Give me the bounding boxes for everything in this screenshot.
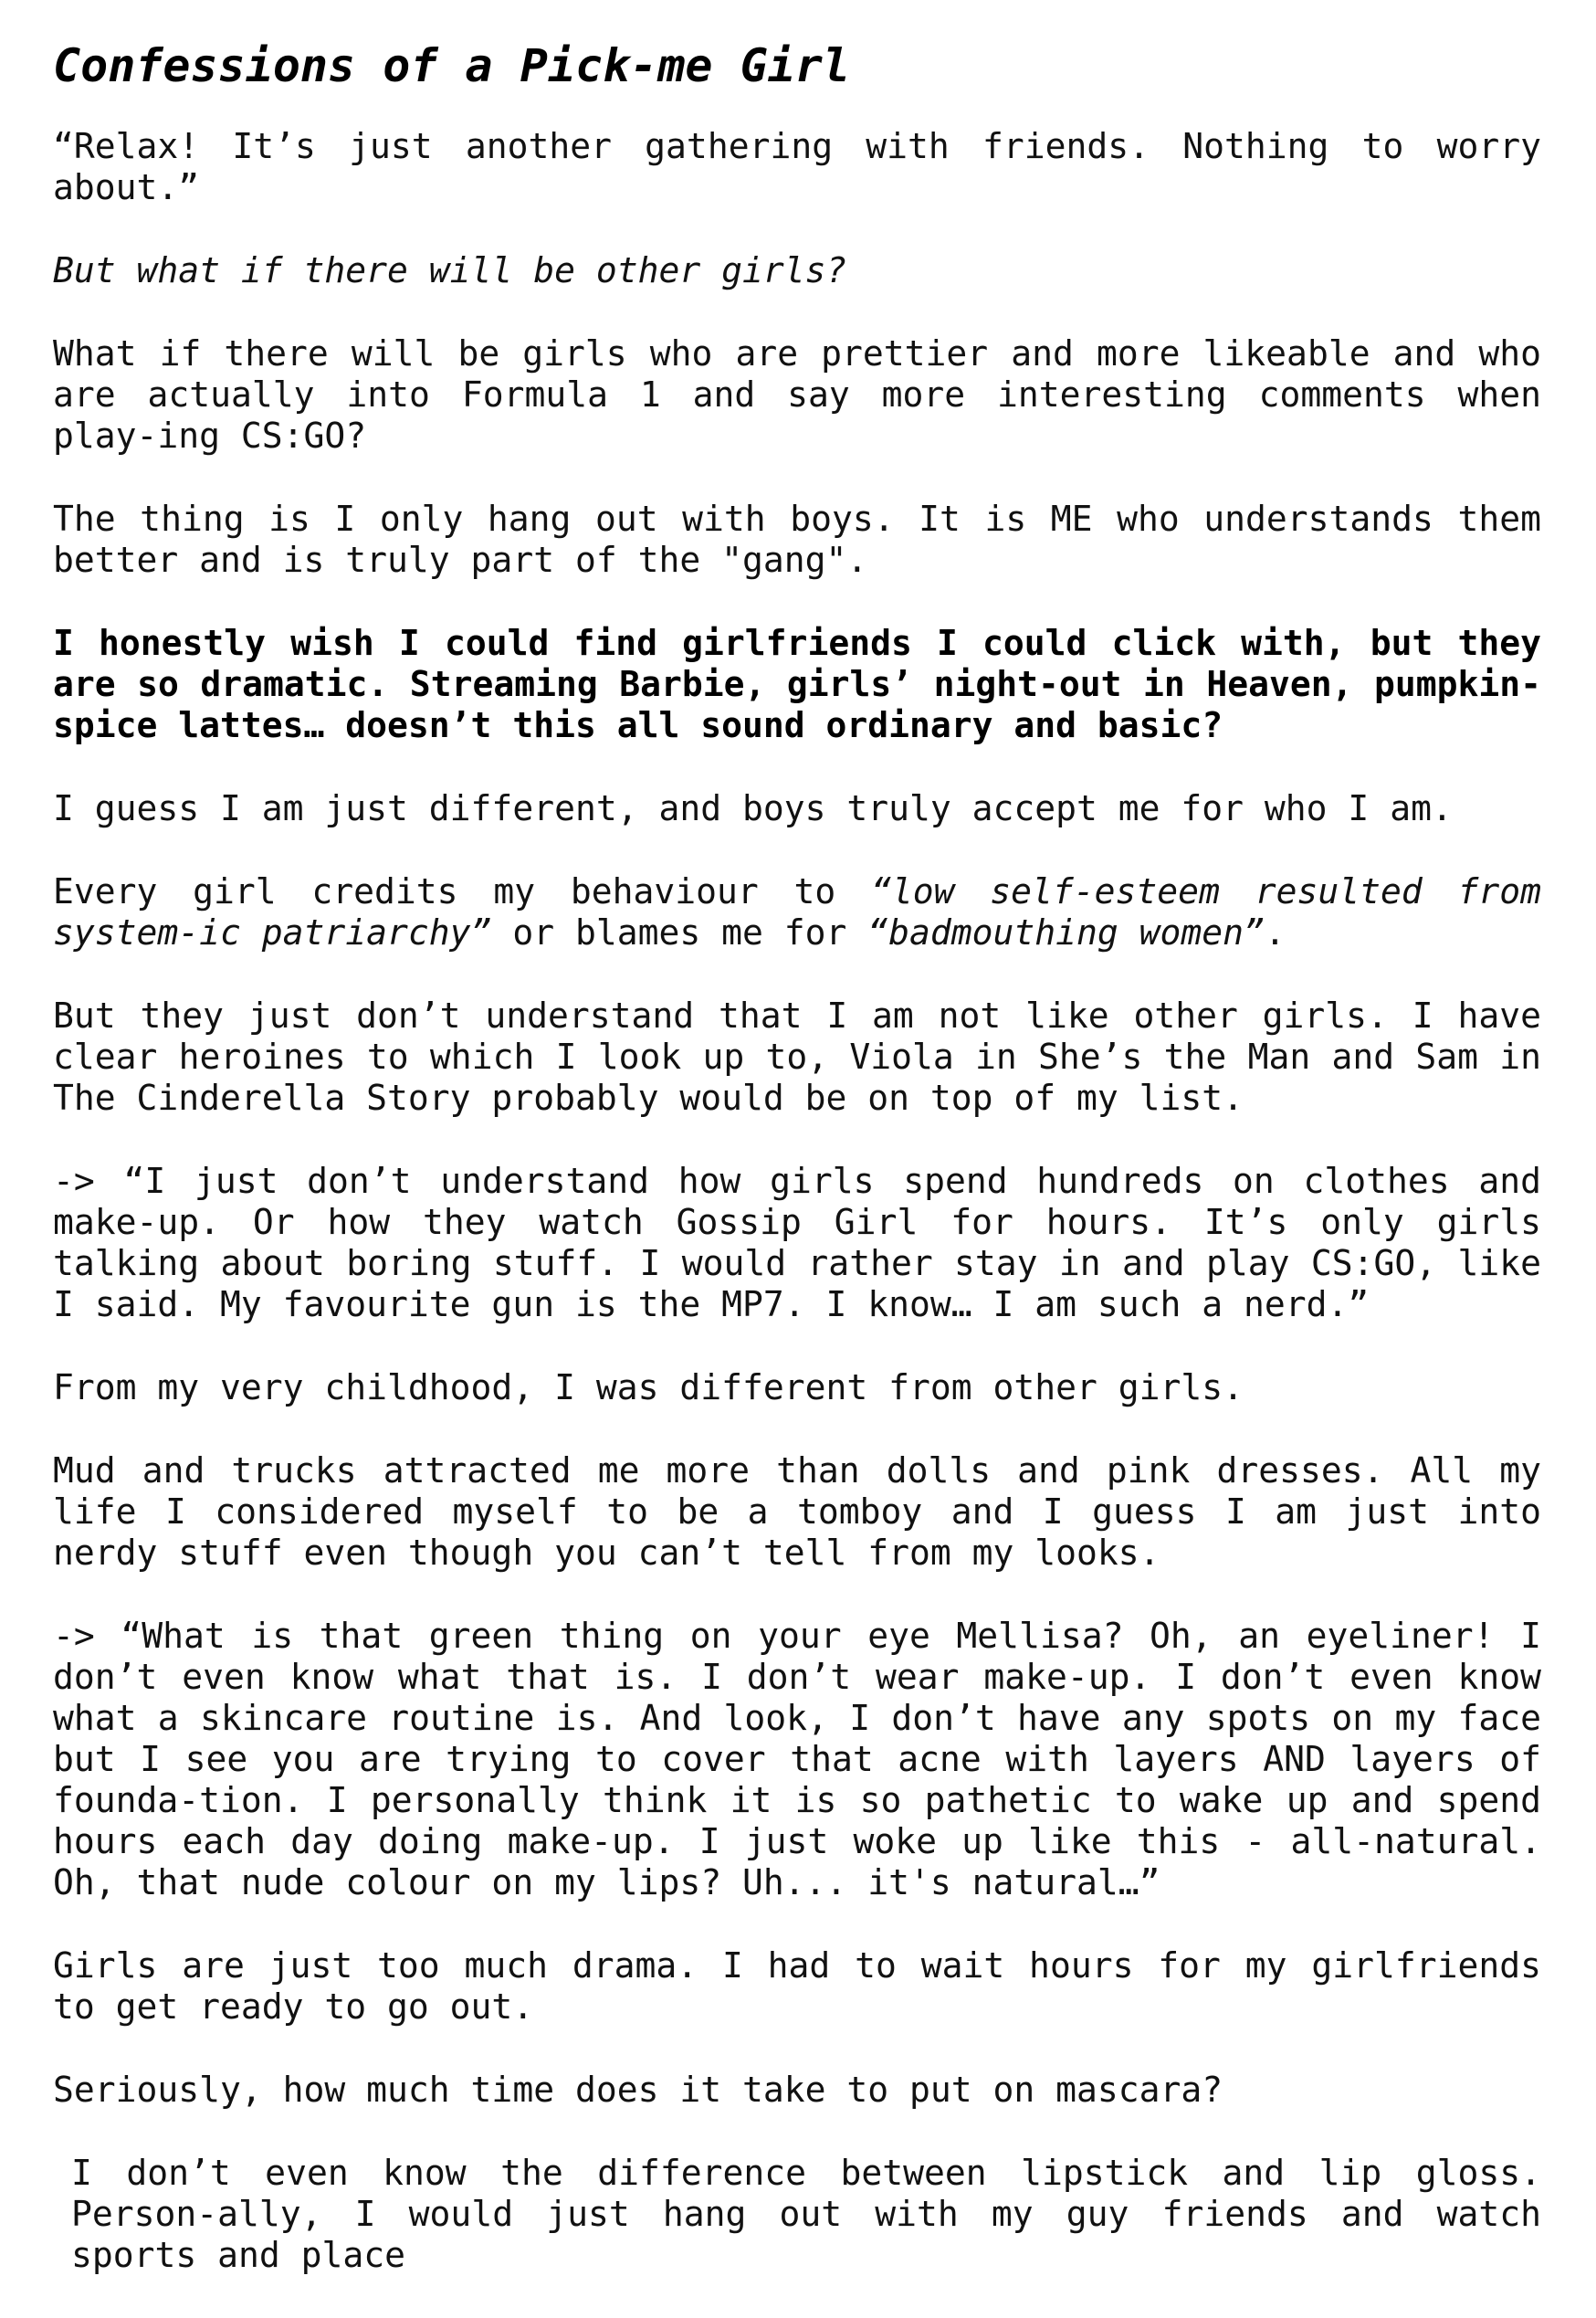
credits-text-start: Every girl credits my behaviour to [53, 871, 872, 911]
paragraph-lipstick: I don’t even know the difference between lipstick and lip gloss. Person-ally, I would just hang out with my guy friends and watch sports and place [71, 2153, 1541, 2275]
paragraph-heroines: But they just don’t understand that I am not like other girls. I have clear heroines to which I look up to, Viola in She’s the Man and Sam in The Cinderella Story probably would be on top of my list. [53, 996, 1541, 1118]
paragraph-too-much-drama: Girls are just too much drama. I had to wait hours for my girlfriends to get ready to go out. [53, 1945, 1541, 2027]
paragraph-hang-out-with-boys: The thing is I only hang out with boys. It is ME who understands them better and is truly part of the "gang". [53, 499, 1541, 580]
paragraph-mascara: Seriously, how much time does it take to put on mascara? [53, 2070, 1223, 2110]
paragraph-credits-behaviour [53, 871, 1541, 954]
paragraph-relax: “Relax! It’s just another gathering with friends. Nothing to worry about.” [53, 126, 1541, 207]
document-page [53, 33, 1541, 2318]
paragraph-other-girls: But what if there will be other girls? [53, 250, 847, 290]
credits-quote-patriarchy: “low self-esteem resulted from system-ic patriarchy” [53, 871, 1541, 953]
paragraph-quote-clothes: -> “I just don’t understand how girls spend hundreds on clothes and make-up. Or how they watch Gossip Girl for hours. It’s only girls talking about boring stuff. I would rather stay in and play CS:GO, like I said. My favourite gun is the MP7. I know… I am such a nerd.” [53, 1161, 1541, 1324]
paragraph-mud-and-trucks: Mud and trucks attracted me more than dolls and pink dresses. All my life I considered myself to be a tomboy and I guess I am just into nerdy stuff even though you can’t tell from my looks. [53, 1450, 1541, 1573]
paragraph-quote-eyeliner: -> “What is that green thing on your eye Mellisa? Oh, an eyeliner! I don’t even know what that is. I don’t wear make-up. I don’t even know what a skincare routine is. And look, I don’t have any spots on my face but I see you are trying to cover that acne with layers AND layers of founda-tion. I personally think it is so pathetic to wake up and spend hours each day doing make-up. I just woke up like this - all-natural. Oh, that nude colour on my lips? Uh... it's natural…” [53, 1616, 1541, 1902]
paragraph-just-different: I guess I am just different, and boys truly accept me for who I am. [53, 788, 1453, 828]
paragraph-girlfriends-dramatic: I honestly wish I could find girlfriends I could click with, but they are so dramatic. Streaming Barbie, girls’ night-out in Heaven, pumpkin-spice lattes… doesn’t this all sound ordinary and basic? [53, 623, 1541, 745]
credits-text-middle: or blames me for [491, 912, 868, 953]
document-title: Confessions of a Pick-me Girl [53, 39, 850, 92]
credits-text-end: . [1264, 912, 1286, 953]
credits-quote-badmouthing: “badmouthing women” [867, 912, 1265, 953]
paragraph-prettier-girls: What if there will be girls who are prettier and more likeable and who are actually into Formula 1 and say more interesting comments when play-ing CS:GO? [53, 333, 1541, 456]
paragraph-childhood: From my very childhood, I was different from other girls. [53, 1367, 1244, 1407]
